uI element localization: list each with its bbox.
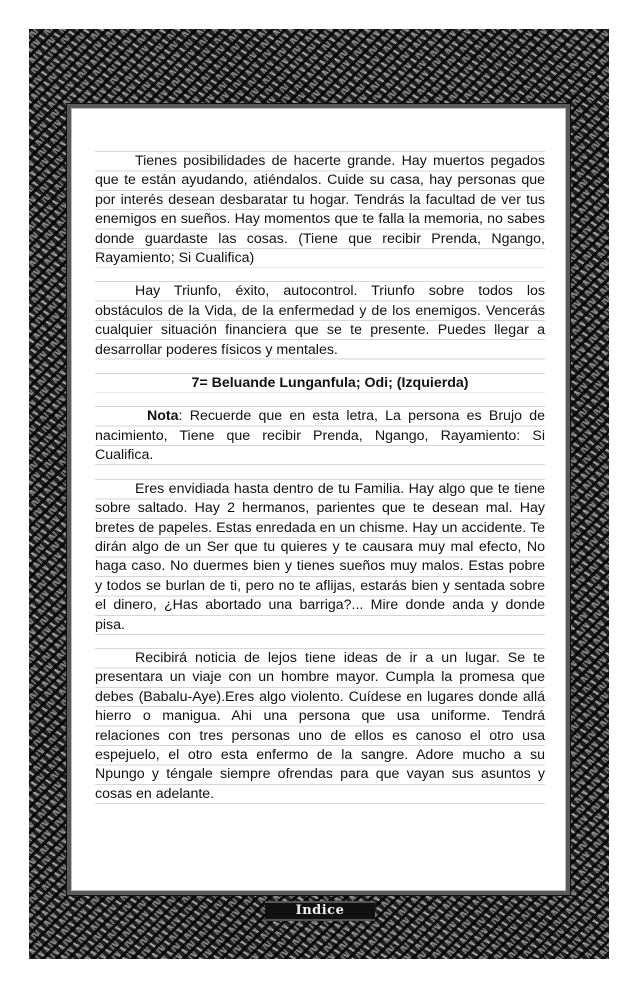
index-button[interactable]: Indice [265,901,375,921]
note-paragraph [95,406,545,465]
note-text: : Recuerde que en esta letra, La persona es Brujo de nacimiento, Tiene que recibir Prenda, Ngango, Rayamiento: Si Cualifica. [95,408,545,464]
paragraph-4: Recibirá noticia de lejos tiene ideas de ir a un lugar. Se te presentara un viaje con un hombre mayor. Cumpla la promesa que debes (Babalu-Aye).Eres algo violento. Cuídese en lugares donde allá hierro o manigua. Ahi una persona que usa uniforme. Tendrá relaciones con tres personas uno de ellos es canoso el otro usa espejuelo, el otro esta enfermo de la sangre. Adore mucho a su Npungo y téngale siempre ofrendas para que vayan sus asuntos y cosas en adelante. [95,648,545,804]
paragraph-1: Tienes posibilidades de hacerte grande. Hay muertos pegados que te están ayudando, atiéndalos. Cuide su casa, hay personas que por interés desean desbaratar tu hogar. Tendrás la facultad de ver tus enemigos en sueños. Hay momentos que te falla la memoria, no sabes donde guardaste las cosas. (Tiene que recibir Prenda, Ngango, Rayamiento; Si Cualifica) [95,151,545,268]
paragraph-2: Hay Triunfo, éxito, autocontrol. Triunfo sobre todos los obstáculos de la Vida, de la enfermedad y de los enemigos. Vencerás cualquier situación financiera que se te presente. Puedes llegar a desarrollar poderes físicos y mentales. [95,281,545,360]
paragraph-3: Eres envidiada hasta dentro de tu Familia. Hay algo que te tiene sobre saltado. Hay 2 hermanos, parientes que te desean mal. Hay bretes de papeles. Estas enredada en un chisme. Hay un accidente. Te dirán algo de un Ser que tu quieres y te causara muy mal efecto, No haga caso. No duermes bien y tienes sueños muy malos. Estas pobre y todos se burlan de ti, pero no te aflijas, estarás bien y sentada sobre el dinero, ¿Has abortado una barriga?... Mire donde anda y donde pisa. [95,479,545,635]
document-body [95,151,545,817]
note-label: Nota [147,408,179,425]
section-heading: 7= Beluande Lunganfula; Odi; (Izquierda) [95,373,545,393]
